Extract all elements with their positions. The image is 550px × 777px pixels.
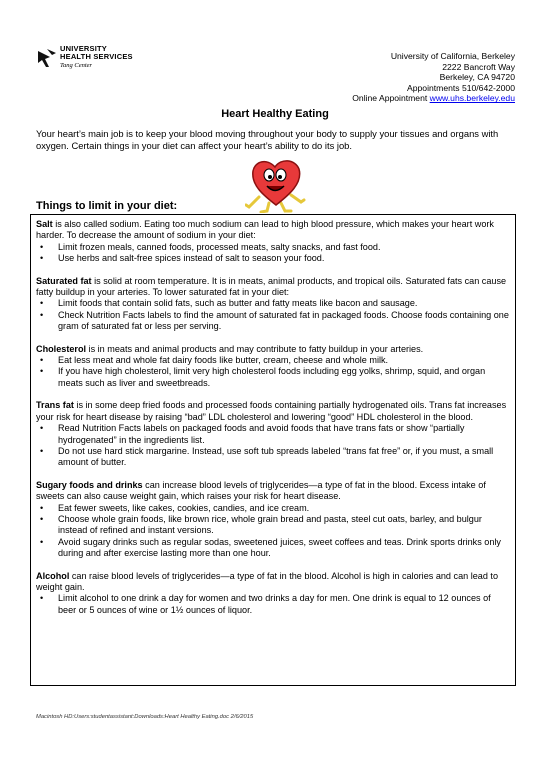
list-item: • Limit foods that contain solid fats, such as butter and fatty meats like bacon and sausage.	[36, 298, 510, 309]
logo-line-university: UNIVERSITY	[60, 44, 108, 53]
section-heading: Things to limit in your diet:	[36, 200, 178, 212]
section-salt-intro	[36, 219, 510, 242]
section-sugary-foods-term: Sugary foods and drinks	[36, 479, 143, 490]
section-alcohol	[36, 571, 510, 617]
list-item: • If you have high cholesterol, limit very high cholesterol foods including egg yolks, shrimp, squid, and organ meats such as liver and sweetbreads.	[36, 366, 510, 389]
page-title: Heart Healthy Eating	[221, 108, 329, 120]
address-block	[352, 51, 515, 104]
uhs-logo-mark-icon	[36, 47, 58, 69]
appointments-phone: Appointments 510/642-2000	[407, 82, 515, 93]
section-saturated-fat-term: Saturated fat	[36, 275, 92, 286]
section-salt	[36, 219, 510, 265]
uhs-website-link[interactable]: www.uhs.berkeley.edu	[429, 93, 515, 104]
logo-line-tang-center: Tang Center	[60, 62, 93, 69]
section-sugary-foods-intro	[36, 480, 510, 503]
list-item: • Choose whole grain foods, like brown rice, whole grain bread and pasta, steel cut oats, barley, and bulgur instead of refined and instant versions.	[36, 514, 510, 537]
address-line-3: Berkeley, CA 94720	[439, 72, 515, 83]
section-sugary-foods-text: can increase blood levels of triglycerides—a type of fat in the blood. Excess intake of sweets can also cause weight gain, which raises your risk for heart disease.	[36, 479, 486, 502]
section-sugary-foods-bullets	[36, 503, 510, 560]
intro-paragraph: Your heart’s main job is to keep your blood moving throughout your body to supply your tissues and organs with oxygen. Certain things in your diet can affect your heart’s ability to do its job.	[36, 128, 499, 152]
section-saturated-fat-intro	[36, 276, 510, 299]
online-appointment-label: Online Appointment	[352, 93, 430, 104]
section-trans-fat	[36, 400, 510, 468]
section-alcohol-bullets	[36, 593, 510, 616]
list-item: • Eat fewer sweets, like cakes, cookies, candies, and ice cream.	[36, 503, 510, 514]
section-trans-fat-bullets	[36, 423, 510, 469]
section-saturated-fat-bullets	[36, 298, 510, 332]
list-item: • Use herbs and salt-free spices instead of salt to season your food.	[36, 253, 510, 264]
list-item: • Do not use hard stick margarine. Instead, use soft tub spreads labeled “trans fat free” or, if you must, a small amount of butter.	[36, 446, 510, 469]
section-saturated-fat	[36, 276, 510, 333]
section-alcohol-text: can raise blood levels of triglycerides—a type of fat in the blood. Alcohol is high in calories and can lead to weight gain.	[36, 570, 499, 592]
list-item: • Limit frozen meals, canned foods, processed meats, salty snacks, and fast food.	[36, 242, 510, 253]
section-salt-text: is also called sodium. Eating too much sodium can lead to high blood pressure, which makes your heart work harder. To decrease the amount of sodium in your diet:	[36, 219, 494, 241]
list-item: • Read Nutrition Facts labels on packaged foods and avoid foods that have trans fats or show “partially hydrogenated” in the ingredients list.	[36, 423, 510, 446]
section-trans-fat-intro	[36, 400, 510, 423]
online-appointment	[352, 93, 515, 104]
list-item: • Check Nutrition Facts labels to find the amount of saturated fat in packaged foods. Choose foods containing one gram of saturated fat or less per serving.	[36, 310, 510, 333]
limit-list-box	[30, 214, 516, 686]
address-line-1: University of California, Berkeley	[390, 51, 515, 61]
list-item: • Avoid sugary drinks such as regular sodas, sweetened juices, sweet coffees and teas. Drink sports drinks only during and after exercise lasting more than one hour.	[36, 537, 510, 560]
address-line-2: 2222 Bancroft Way	[442, 61, 515, 72]
logo-line-health-services: HEALTH SERVICES	[60, 52, 133, 61]
file-path-footer: Macintosh HD:Users:studentassistant:Downloads:Heart Healthy Eating.doc 2/6/2015	[36, 714, 254, 720]
section-trans-fat-text: is in some deep fried foods and processed foods containing partially hydrogenated oils. Trans fat increases your risk for heart disease by raising “bad” LDL cholesterol and lowering “good” HDL cholesterol in the blood.	[36, 400, 507, 422]
uhs-logo	[36, 45, 176, 89]
section-alcohol-intro	[36, 571, 510, 594]
list-item: • Eat less meat and whole fat dairy foods like butter, cream, cheese and whole milk.	[36, 355, 510, 366]
heart-mascot-icon	[245, 155, 307, 213]
section-cholesterol-bullets	[36, 355, 510, 389]
section-saturated-fat-text: is solid at room temperature. It is in meats, animal products, and tropical oils. Saturated fats can cause fatty buildup in your arteries. To lower saturated fat in your diet:	[36, 275, 507, 298]
section-alcohol-term: Alcohol	[36, 570, 70, 581]
section-cholesterol-intro	[36, 344, 510, 355]
section-cholesterol-text: is in meats and animal products and may contribute to fatty buildup in your arteries.	[86, 343, 424, 354]
section-sugary-foods	[36, 480, 510, 560]
list-item: • Limit alcohol to one drink a day for women and two drinks a day for men. One drink is equal to 12 ounces of beer or 5 ounces of wine or 1½ ounces of liquor.	[36, 593, 510, 616]
section-cholesterol	[36, 344, 510, 390]
section-salt-bullets	[36, 242, 510, 265]
section-salt-term: Salt	[36, 219, 53, 229]
section-cholesterol-term: Cholesterol	[36, 343, 87, 354]
section-trans-fat-term: Trans fat	[36, 400, 74, 411]
